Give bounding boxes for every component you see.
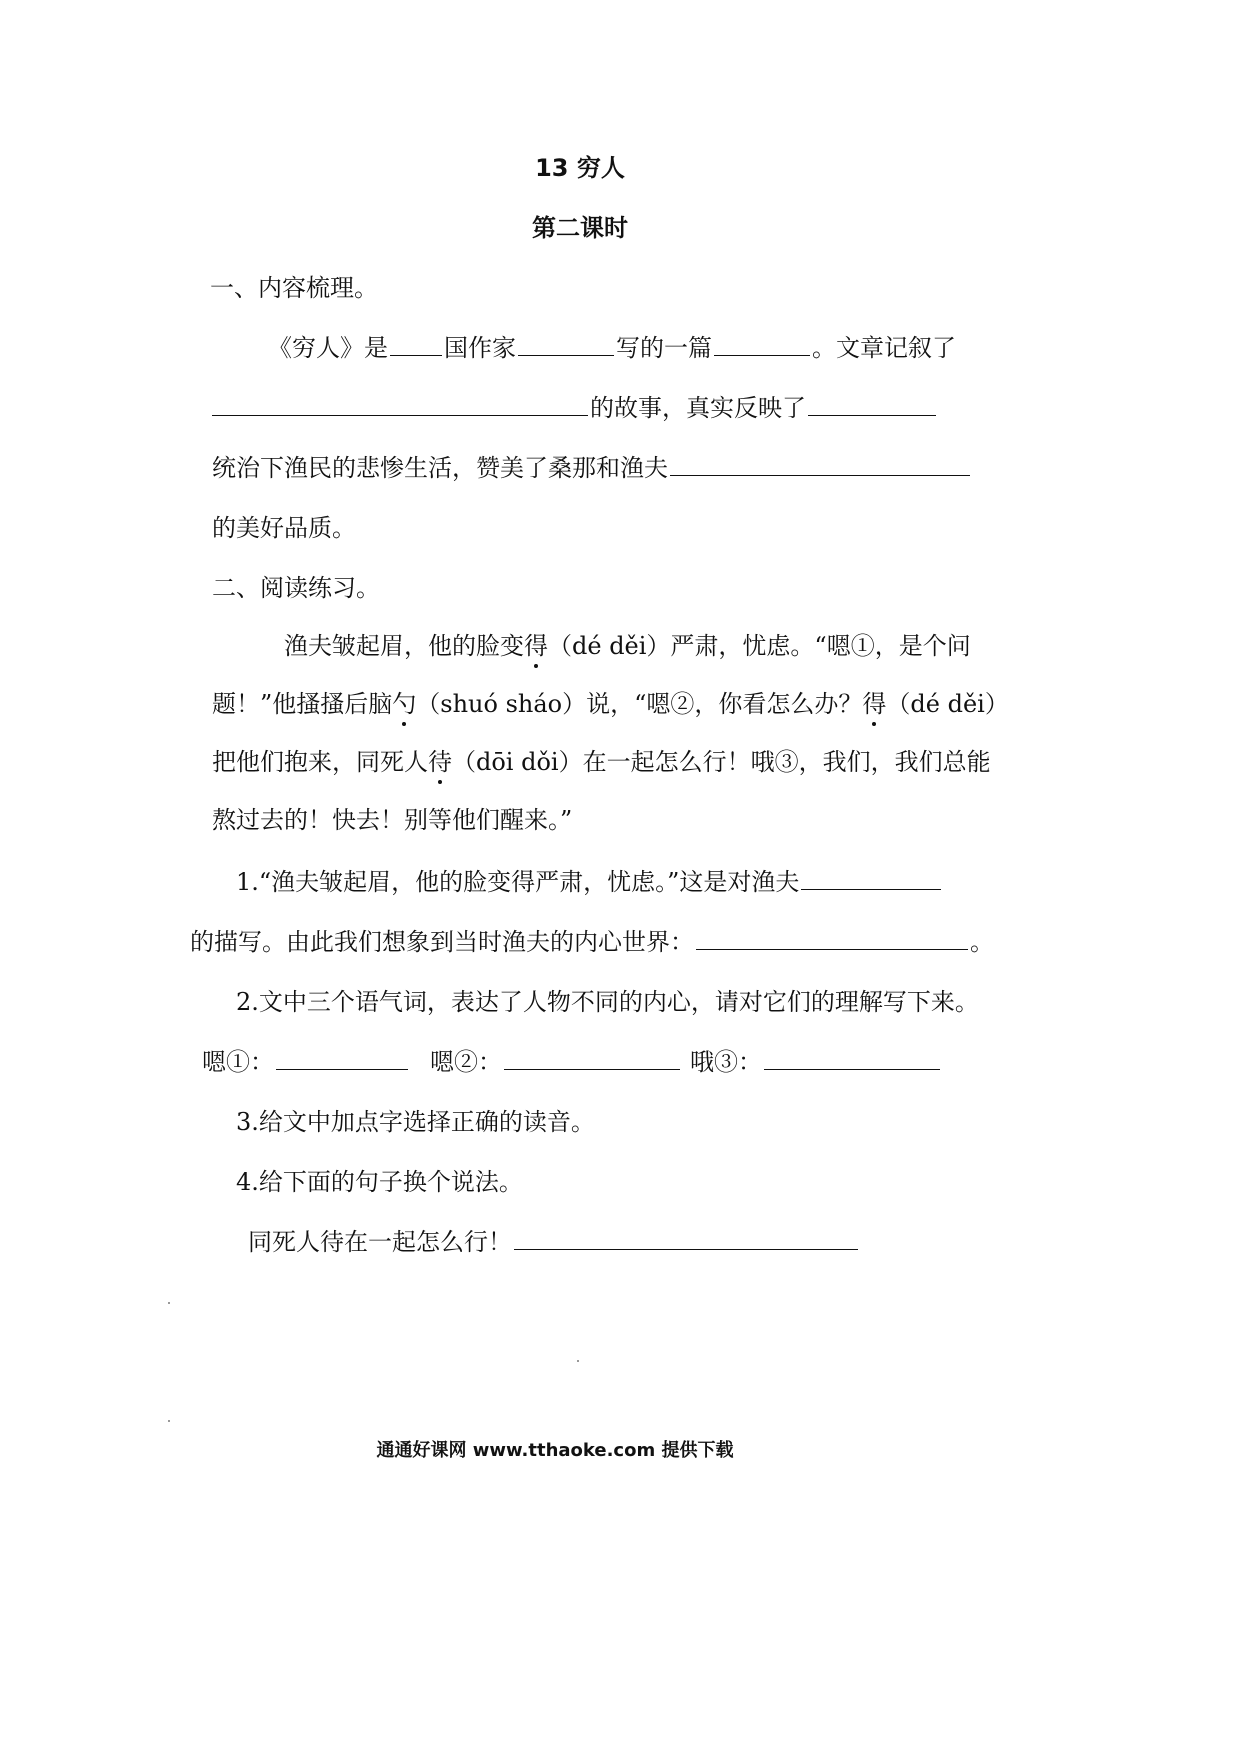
text-segment: 。文章记叙了	[812, 334, 956, 362]
text-segment: 统治下渔民的悲惨生活，赞美了桑那和渔夫	[212, 454, 668, 482]
blank-q1-description[interactable]	[801, 867, 941, 890]
blank-q2-3[interactable]	[764, 1047, 940, 1070]
page-title: 13 穷人	[535, 154, 625, 182]
section1-line4: 的美好品质。	[212, 514, 356, 542]
blank-q1-inner-world[interactable]	[696, 927, 968, 950]
blank-ruler[interactable]	[808, 393, 936, 416]
page-subtitle: 第二课时	[532, 214, 628, 242]
text-segment: 《穷人》是	[268, 334, 388, 362]
section1-heading: 一、内容梳理。	[210, 274, 378, 302]
answer-label: 哦③：	[690, 1048, 762, 1076]
question-1-line-1	[236, 862, 943, 897]
section1-line2	[212, 388, 938, 423]
blank-q4-rewrite[interactable]	[514, 1227, 858, 1250]
text-segment: （dé děi）严肃，忧虑。“嗯①，是个问	[548, 632, 971, 660]
question-1-line-2	[190, 922, 994, 957]
blank-q2-2[interactable]	[504, 1047, 680, 1070]
text-segment: 1.“渔夫皱起眉，他的脸变得严肃，忧虑。”这是对渔夫	[236, 868, 800, 896]
question-2: 2.文中三个语气词，表达了人物不同的内心，请对它们的理解写下来。	[236, 988, 979, 1016]
text-segment: 。	[970, 928, 994, 956]
answer-label: 嗯②：	[430, 1048, 502, 1076]
passage-line-4: 熬过去的！快去！别等他们醒来。”	[212, 806, 573, 834]
text-segment: 的故事，真实反映了	[590, 394, 806, 422]
text-segment: （dé děi）	[886, 690, 1009, 718]
scan-speck	[577, 1360, 579, 1362]
text-segment: （dōi dǒi）在一起怎么行！哦③，我们，我们总能	[452, 748, 991, 776]
dotted-char: 勺	[392, 690, 417, 718]
question-2-answers	[202, 1042, 942, 1077]
text-segment: （shuó sháo）说，“嗯②，你看怎么办？	[416, 690, 863, 718]
blank-quality[interactable]	[670, 453, 970, 476]
question-4: 4.给下面的句子换个说法。	[236, 1168, 523, 1196]
blank-genre[interactable]	[714, 333, 810, 356]
text-segment: 把他们抱来，同死人	[212, 748, 428, 776]
scan-speck	[168, 1302, 170, 1304]
passage-line-1	[284, 626, 971, 661]
footer-text: 通通好课网 www.tthaoke.com 提供下载	[376, 1440, 734, 1461]
text-segment: 国作家	[444, 334, 516, 362]
dotted-char: 得	[524, 632, 548, 660]
answer-label: 嗯①：	[202, 1048, 274, 1076]
section1-line1	[268, 328, 956, 363]
text-segment: 的描写。由此我们想象到当时渔夫的内心世界：	[190, 928, 694, 956]
passage-line-3	[212, 742, 991, 777]
text-segment: 题！”他搔搔后脑	[212, 690, 393, 718]
scan-speck	[168, 1420, 170, 1422]
passage-line-2	[212, 684, 1009, 719]
blank-author[interactable]	[518, 333, 614, 356]
text-segment: 写的一篇	[616, 334, 712, 362]
text-segment: 渔夫皱起眉，他的脸变	[284, 632, 524, 660]
question-4-answer	[248, 1222, 860, 1257]
blank-q2-1[interactable]	[276, 1047, 408, 1070]
text-segment: 同死人待在一起怎么行！	[248, 1228, 512, 1256]
section1-line3	[212, 448, 972, 483]
dotted-char: 得	[862, 690, 887, 718]
section2-heading: 二、阅读练习。	[212, 574, 380, 602]
blank-story[interactable]	[212, 393, 588, 416]
dotted-char: 待	[428, 748, 452, 776]
blank-country[interactable]	[390, 333, 442, 356]
question-3: 3.给文中加点字选择正确的读音。	[236, 1108, 595, 1136]
